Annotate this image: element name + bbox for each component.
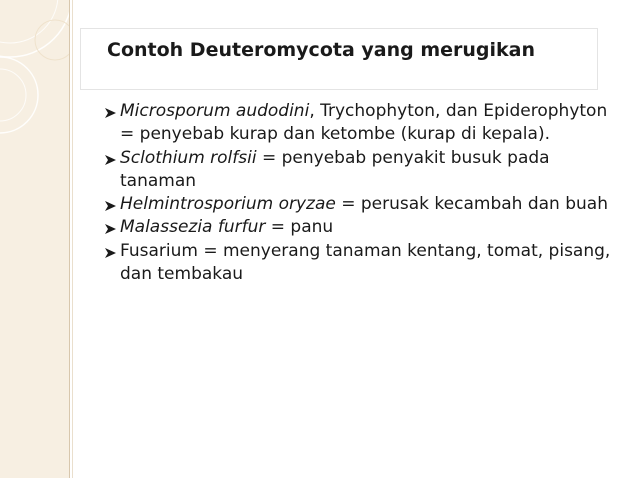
bullet-item-2 (103, 147, 625, 194)
arrowhead-bullet-icon (103, 193, 120, 216)
bullet-item-3 (103, 193, 625, 216)
bullet-text: Fusarium = menyerang tanaman kentang, tomat, pisang, dan tembakau (120, 240, 611, 285)
title-box (80, 28, 598, 90)
band-divider-line-secondary (72, 0, 73, 478)
bullet-italic-term: Sclothium rolfsii (120, 147, 257, 168)
bullet-item-5 (103, 240, 625, 287)
bullet-text: = perusak kecambah dan buah (335, 194, 608, 215)
bullet-item-4 (103, 216, 625, 239)
bullet-item-1 (103, 100, 625, 147)
bullet-text: = penyebab penyakit busuk pada tanaman (120, 147, 550, 191)
decorative-left-band (0, 0, 69, 478)
bullet-list (103, 100, 625, 286)
arrowhead-bullet-icon (103, 147, 120, 170)
slide-title: Contoh Deuteromycota yang merugikan (107, 39, 536, 61)
band-divider-line (69, 0, 70, 478)
bullet-italic-term: Helmintrosporium oryzae (120, 194, 336, 215)
arrowhead-bullet-icon (103, 100, 120, 123)
arrowhead-bullet-icon (103, 216, 120, 239)
bullet-text: = panu (265, 217, 334, 238)
bullet-italic-term: Malassezia furfur (120, 217, 266, 238)
arrowhead-bullet-icon (103, 240, 120, 263)
decorative-circles-graphic (0, 0, 69, 478)
bullet-italic-term: Microsporum audodini (120, 101, 310, 121)
bullet-text: , Trychophyton, dan Epiderophyton = penyebab kurap dan ketombe (kurap di kepala). (120, 101, 608, 145)
